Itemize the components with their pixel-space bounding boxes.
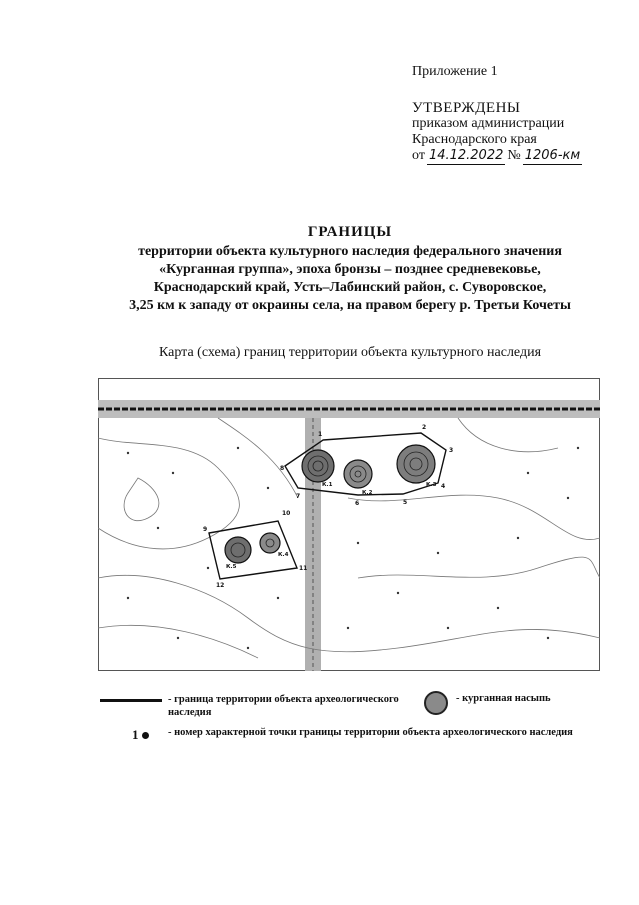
title-line-1: территории объекта культурного наследия федерального значения [138,244,562,259]
legend [100,693,620,743]
boundary-map [98,378,600,671]
appendix-label: Приложение 1 [412,64,498,79]
point-label-3: 3 [449,447,454,454]
approved-title: УТВЕРЖДЕНЫ [412,100,521,116]
point-swatch-number: 1 [132,727,139,742]
point-label-9: 9 [203,526,208,533]
mound-label-k2: К.2 [362,490,373,496]
mound-k5 [225,537,251,563]
point-label-4: 4 [441,483,446,490]
mound-k2 [344,460,372,488]
point-label-6: 6 [355,500,360,507]
point-label-5: 5 [403,499,408,506]
order-line-1: приказом администрации [412,116,565,131]
point-label-2: 2 [422,424,427,431]
point-swatch [132,727,168,743]
mound-label-k5: К.5 [226,564,237,570]
date-number-line [412,148,582,165]
point-label-1: 1 [318,431,323,438]
approval-block [412,64,582,165]
order-number: 1206-км [524,148,581,163]
mound-label-k3: К.3 [426,482,437,488]
legend-row-boundary [100,693,620,719]
date-prefix: от [412,148,425,163]
order-date: 14.12.2022 [428,148,504,163]
legend-boundary-text: - граница территории объекта археологического наследия [168,694,399,718]
title-line-2: «Курганная группа», эпоха бронзы – позднее средневековье, [159,262,541,277]
point-label-7: 7 [296,493,301,500]
map-frame [99,379,600,671]
legend-point-text: - номер характерной точки границы территории объекта археологического наследия [168,727,573,738]
point-label-8: 8 [280,465,285,472]
title-line-4: 3,25 км к западу от окраины села, на правом берегу р. Третьи Кочеты [129,298,571,313]
mound-k1 [302,450,334,482]
legend-mound-text: - курганная насыпь [456,693,551,704]
point-dot-icon [142,732,149,739]
mound-label-k4: К.4 [278,552,289,558]
point-label-12: 12 [216,582,225,589]
mound-label-k1: К.1 [322,482,333,488]
point-label-11: 11 [299,565,308,572]
map-caption: Карта (схема) границ территории объекта культурного наследия [158,345,542,360]
document-title [60,224,639,315]
order-line-2: Краснодарского края [412,132,537,147]
mound-k3 [397,445,435,483]
number-prefix: № [507,148,521,163]
boundary-line-swatch [100,699,162,702]
mound-k4 [260,533,280,553]
legend-row-point [100,727,620,743]
title-line-3: Краснодарский край, Усть–Лабинский район, с. Суворовское, [153,280,547,295]
point-label-10: 10 [282,510,291,517]
mound-swatch-icon [424,691,448,715]
title-main: ГРАНИЦЫ [307,224,393,240]
